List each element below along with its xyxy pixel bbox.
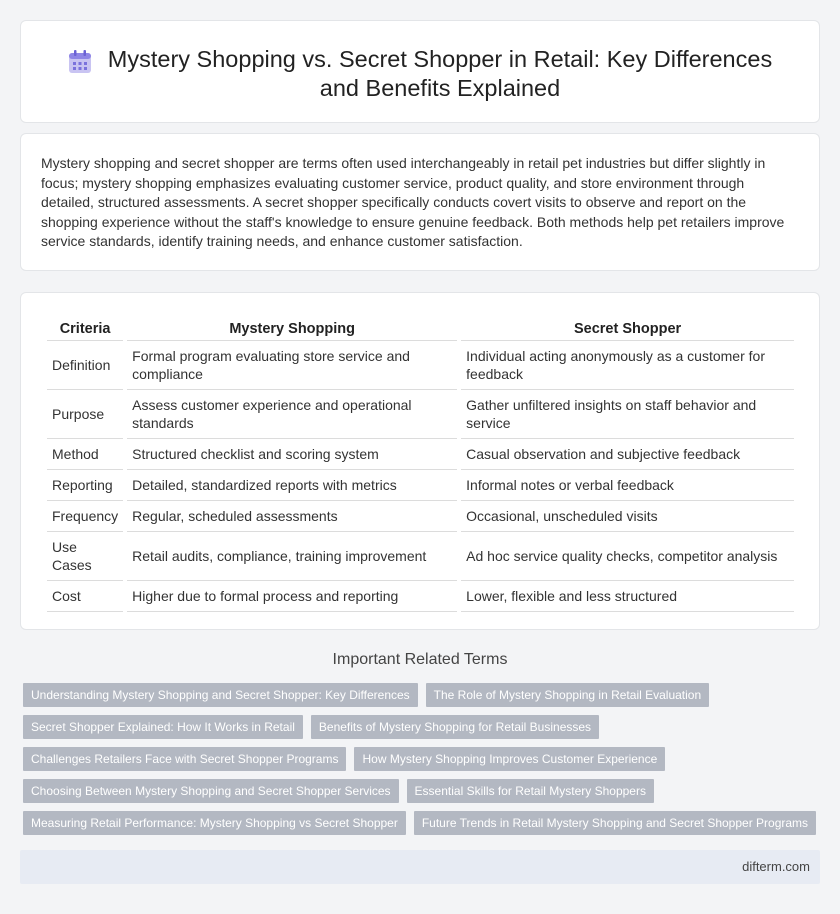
related-term-link[interactable]: Essential Skills for Retail Mystery Shoppers bbox=[407, 779, 654, 803]
related-term-link[interactable]: Secret Shopper Explained: How It Works in Retail bbox=[23, 715, 303, 739]
mystery-shopping-cell: Formal program evaluating store service and compliance bbox=[127, 341, 457, 390]
related-terms-heading: Important Related Terms bbox=[332, 651, 508, 668]
site-name: difterm.com bbox=[742, 859, 810, 874]
mystery-shopping-cell: Assess customer experience and operational standards bbox=[127, 390, 457, 439]
related-term-link[interactable]: How Mystery Shopping Improves Customer Experience bbox=[354, 747, 665, 771]
intro-card bbox=[20, 133, 820, 271]
related-term-link[interactable]: Challenges Retailers Face with Secret Shopper Programs bbox=[23, 747, 346, 771]
criteria-cell: Reporting bbox=[47, 470, 123, 501]
table-header-row bbox=[47, 313, 794, 341]
column-header-mystery-shopping: Mystery Shopping bbox=[127, 313, 457, 341]
table-row bbox=[47, 532, 794, 581]
page-title: Mystery Shopping vs. Secret Shopper in Retail: Key Differences and Benefits Explained bbox=[107, 46, 773, 101]
secret-shopper-cell: Lower, flexible and less structured bbox=[461, 581, 794, 612]
mystery-shopping-cell: Retail audits, compliance, training improvement bbox=[127, 532, 457, 581]
criteria-cell: Cost bbox=[47, 581, 123, 612]
table-row bbox=[47, 581, 794, 612]
table-row bbox=[47, 390, 794, 439]
related-term-link[interactable]: Choosing Between Mystery Shopping and Secret Shopper Services bbox=[23, 779, 399, 803]
related-term-link[interactable]: Benefits of Mystery Shopping for Retail Businesses bbox=[311, 715, 599, 739]
criteria-cell: Definition bbox=[47, 341, 123, 390]
mystery-shopping-cell: Structured checklist and scoring system bbox=[127, 439, 457, 470]
related-term-link[interactable]: Understanding Mystery Shopping and Secret Shopper: Key Differences bbox=[23, 683, 418, 707]
comparison-card bbox=[20, 292, 820, 630]
related-term-link[interactable]: Future Trends in Retail Mystery Shopping and Secret Shopper Programs bbox=[414, 811, 816, 835]
table-row bbox=[47, 341, 794, 390]
criteria-cell: Purpose bbox=[47, 390, 123, 439]
criteria-cell: Method bbox=[47, 439, 123, 470]
table-row bbox=[47, 470, 794, 501]
secret-shopper-cell: Ad hoc service quality checks, competitor analysis bbox=[461, 532, 794, 581]
title-card bbox=[20, 20, 820, 123]
secret-shopper-cell: Casual observation and subjective feedback bbox=[461, 439, 794, 470]
comparison-table bbox=[43, 313, 798, 612]
secret-shopper-cell: Gather unfiltered insights on staff behavior and service bbox=[461, 390, 794, 439]
secret-shopper-cell: Occasional, unscheduled visits bbox=[461, 501, 794, 532]
related-term-link[interactable]: The Role of Mystery Shopping in Retail Evaluation bbox=[426, 683, 709, 707]
mystery-shopping-cell: Regular, scheduled assessments bbox=[127, 501, 457, 532]
table-row bbox=[47, 501, 794, 532]
secret-shopper-cell: Informal notes or verbal feedback bbox=[461, 470, 794, 501]
column-header-criteria: Criteria bbox=[47, 313, 123, 341]
column-header-secret-shopper: Secret Shopper bbox=[461, 313, 794, 341]
intro-paragraph: Mystery shopping and secret shopper are terms often used interchangeably in retail pet industries but differ slightly in focus; mystery shopping emphasizes evaluating customer service, product quality, and store environment through detailed, structured assessments. A secret shopper specifically conducts covert visits to observe and report on the shopping experience without the staff's knowledge to ensure genuine feedback. Both methods help pet retailers improve service standards, identify training needs, and enhance customer satisfaction. bbox=[41, 155, 785, 249]
related-term-link[interactable]: Measuring Retail Performance: Mystery Shopping vs Secret Shopper bbox=[23, 811, 406, 835]
mystery-shopping-cell: Detailed, standardized reports with metrics bbox=[127, 470, 457, 501]
footer bbox=[20, 850, 820, 884]
criteria-cell: Use Cases bbox=[47, 532, 123, 581]
mystery-shopping-cell: Higher due to formal process and reporting bbox=[127, 581, 457, 612]
related-terms-list bbox=[23, 683, 818, 843]
criteria-cell: Frequency bbox=[47, 501, 123, 532]
table-row bbox=[47, 439, 794, 470]
secret-shopper-cell: Individual acting anonymously as a customer for feedback bbox=[461, 341, 794, 390]
